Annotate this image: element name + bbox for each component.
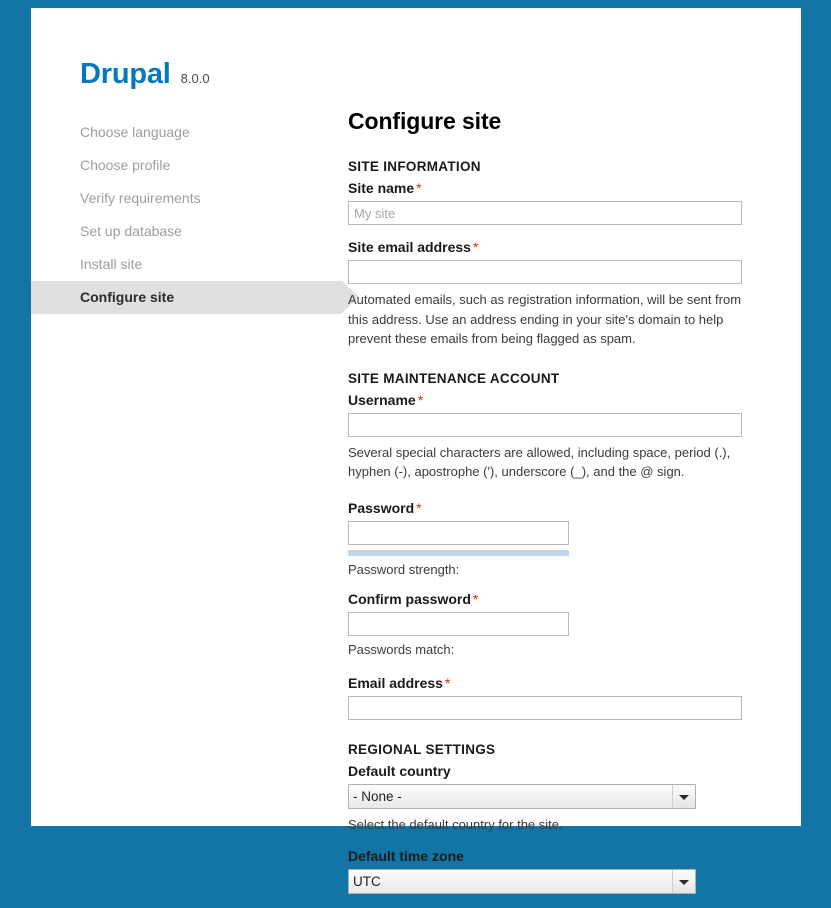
form-item-email-address <box>348 675 761 720</box>
username-description: Several special characters are allowed, including space, period (.), hyphen (-), apostrophe ('), underscore (_), and the @ sign. <box>348 444 731 479</box>
password-label-text: Password <box>348 499 415 516</box>
username-required-marker: * <box>417 391 424 408</box>
confirm-password-required-marker: * <box>472 590 479 607</box>
password-strength-label: Password strength: <box>348 561 460 577</box>
section-site-maintenance-account-heading: SITE MAINTENANCE ACCOUNT <box>348 370 560 386</box>
username-input[interactable] <box>348 413 742 437</box>
password-input[interactable] <box>348 521 569 545</box>
default-country-label: Default country <box>348 762 451 779</box>
site-email-description: Automated emails, such as registration information, will be sent from this address. Use an address ending in your site's domain to help prevent these emails from being flagged as spam. <box>348 292 742 346</box>
password-strength-bar <box>348 550 569 556</box>
section-regional-settings-heading: REGIONAL SETTINGS <box>348 741 496 757</box>
confirm-password-label-text: Confirm password <box>348 590 471 607</box>
site-email-input[interactable] <box>348 260 742 284</box>
task-choose-profile: Choose profile <box>80 157 171 173</box>
install-tasklist <box>31 116 311 314</box>
email-address-input[interactable] <box>348 696 742 720</box>
task-set-up-database: Set up database <box>80 223 182 239</box>
form-item-site-name <box>348 180 761 225</box>
site-email-label <box>348 239 761 255</box>
site-name-required-marker: * <box>416 180 422 196</box>
drupal-logo-text: Drupal <box>80 58 171 90</box>
task-verify-requirements: Verify requirements <box>80 190 201 206</box>
site-name-label-text: Site name <box>348 180 415 196</box>
version-label: 8.0.0 <box>180 71 210 86</box>
username-label-text: Username <box>348 391 416 408</box>
form-item-default-country <box>348 763 761 835</box>
site-email-required-marker: * <box>472 239 479 255</box>
main-content <box>348 108 761 908</box>
email-address-required-marker: * <box>444 674 451 691</box>
confirm-password-input[interactable] <box>348 612 569 636</box>
confirm-password-label <box>348 591 761 607</box>
default-country-select-wrap <box>348 784 696 809</box>
passwords-match-label: Passwords match: <box>348 641 455 657</box>
form-item-username <box>348 392 761 482</box>
default-time-zone-select[interactable] <box>348 869 696 894</box>
default-country-select[interactable] <box>348 784 696 809</box>
task-choose-language: Choose language <box>80 124 190 140</box>
default-country-description: Select the default country for the site. <box>348 816 563 832</box>
default-time-zone-select-wrap <box>348 869 696 894</box>
email-address-label <box>348 675 761 691</box>
page-title: Configure site <box>348 108 502 134</box>
password-label <box>348 500 761 516</box>
site-name-input[interactable] <box>348 201 742 225</box>
section-site-information-heading: SITE INFORMATION <box>348 159 481 174</box>
branding <box>80 58 210 91</box>
site-email-label-text: Site email address <box>348 239 471 255</box>
form-item-default-time-zone <box>348 848 761 894</box>
install-page <box>31 8 801 864</box>
username-label <box>348 392 761 408</box>
site-name-label <box>348 180 761 196</box>
task-configure-site: Configure site <box>31 281 342 314</box>
default-time-zone-label: Default time zone <box>348 848 464 864</box>
password-required-marker: * <box>416 499 422 516</box>
form-item-site-email <box>348 239 761 349</box>
form-item-confirm-password <box>348 591 761 657</box>
email-address-label-text: Email address <box>348 674 443 691</box>
form-item-password <box>348 500 761 577</box>
task-install-site: Install site <box>80 256 143 272</box>
